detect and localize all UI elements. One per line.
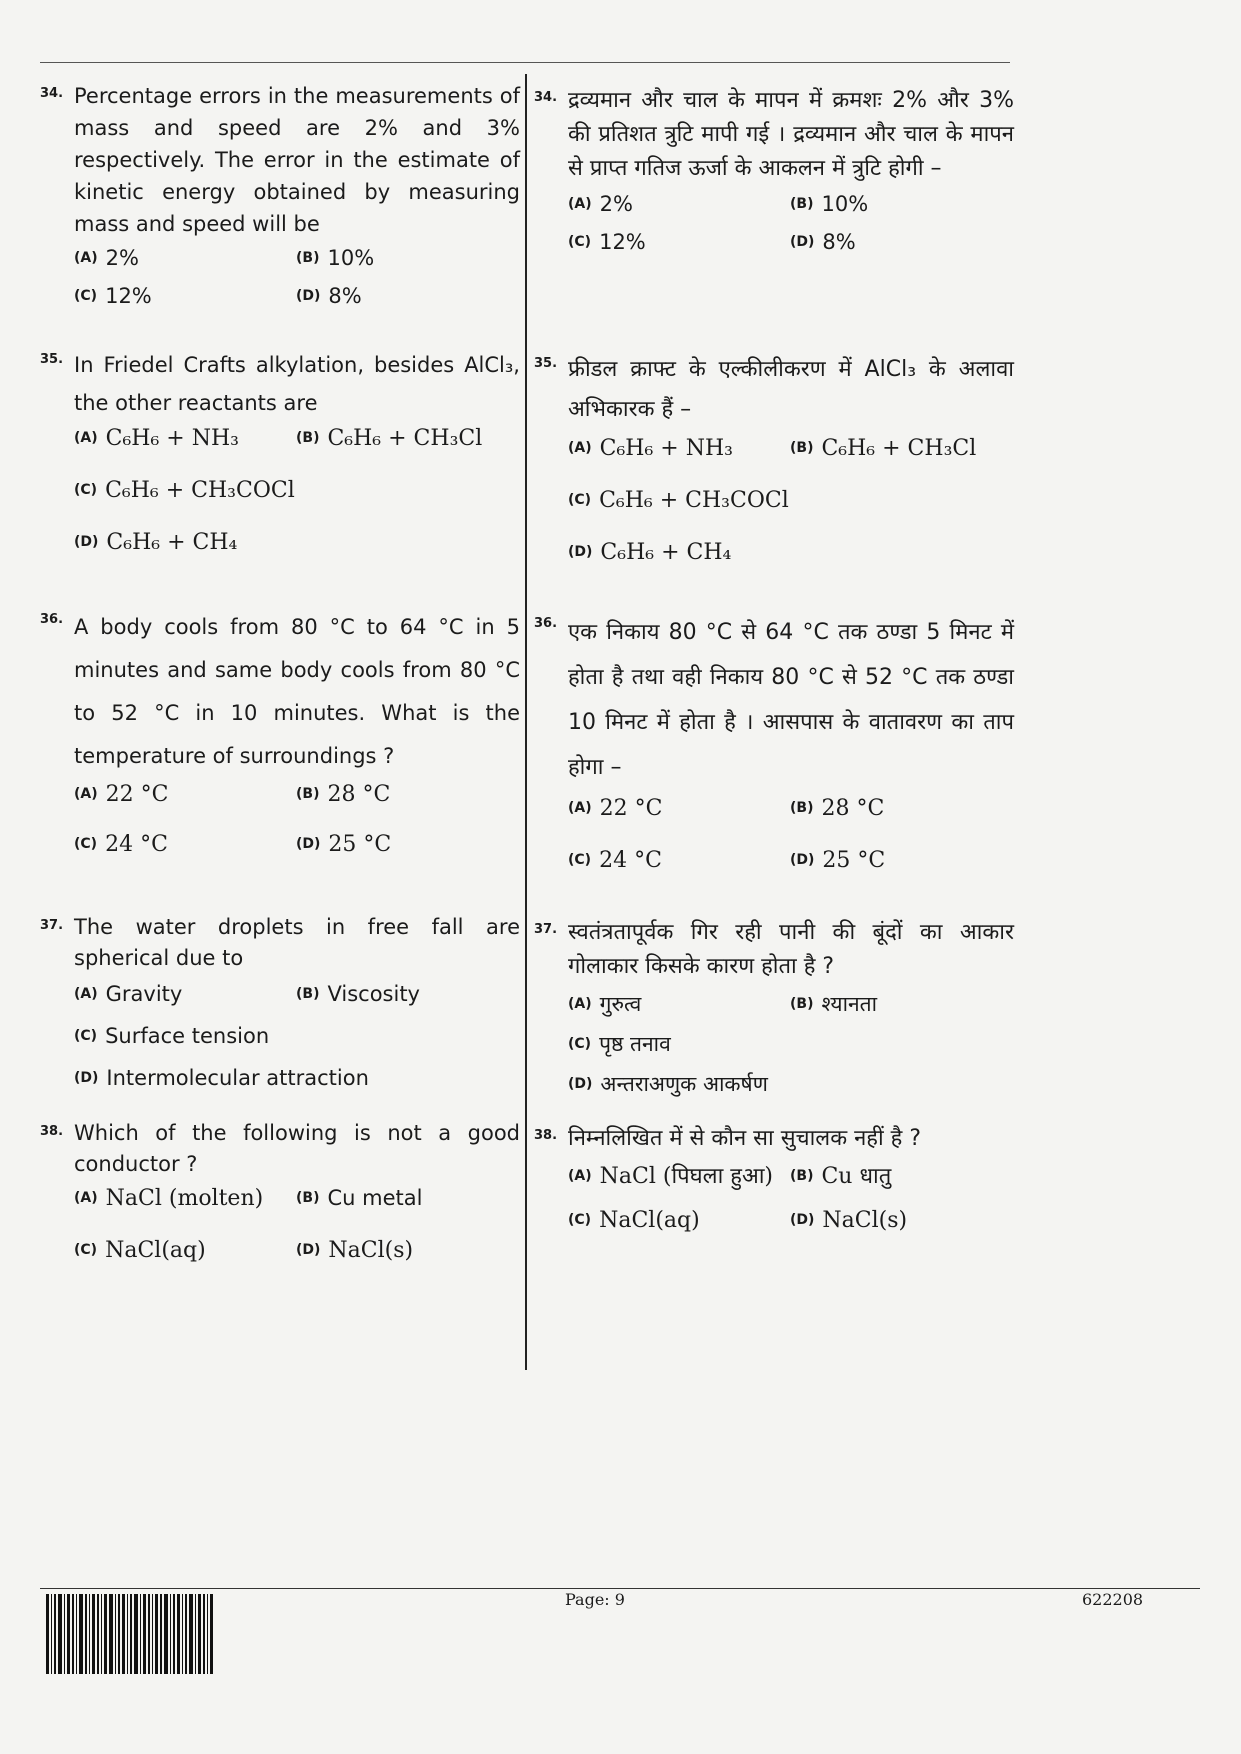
option-a[interactable]: (A) 2% — [568, 192, 633, 216]
option-a[interactable]: (A) C₆H₆ + NH₃ — [74, 426, 239, 451]
option-d[interactable]: (D) Intermolecular attraction — [74, 1066, 369, 1090]
question-stem: द्रव्यमान और चाल के मापन में क्रमशः 2% और 3% की प्रतिशत त्रुटि मापी गई । द्रव्यमान और चाल के मापन से प्राप्त गतिज ऊर्जा के आकलन में त्रुटि होगी – — [568, 88, 1014, 181]
question-number: 34. — [534, 90, 558, 105]
question-stem: निम्नलिखित में से कौन सा सुचालक नहीं है ? — [568, 1126, 922, 1151]
option-d[interactable]: (D) 8% — [790, 230, 856, 254]
option-b[interactable]: (B) C₆H₆ + CH₃Cl — [296, 426, 483, 451]
question-35-hi — [534, 350, 1014, 590]
question-stem: Percentage errors in the measurements of mass and speed are 2% and 3% respectively. The error in the estimate of kinetic energy obtained by measuring mass and speed will be — [74, 84, 520, 236]
option-b[interactable]: (B) 10% — [296, 246, 375, 270]
option-a[interactable]: (A) Gravity — [74, 982, 183, 1006]
option-a[interactable]: (A) 2% — [74, 246, 139, 270]
option-b[interactable]: (B) Cu metal — [296, 1186, 423, 1210]
option-b[interactable]: (B) 28 °C — [790, 796, 885, 821]
option-d[interactable]: (D) अन्तराअणुक आकर्षण — [568, 1072, 768, 1096]
option-b[interactable]: (B) 28 °C — [296, 782, 391, 807]
top-divider — [40, 62, 1010, 63]
option-d[interactable]: (D) 25 °C — [296, 832, 392, 857]
option-d[interactable]: (D) 25 °C — [790, 848, 886, 873]
option-c[interactable]: (C) NaCl(aq) — [568, 1208, 700, 1233]
question-stem: The water droplets in free fall are spherical due to — [74, 915, 520, 970]
question-35-en — [40, 346, 520, 572]
page-number: Page: 9 — [565, 1590, 625, 1609]
question-number: 36. — [534, 616, 558, 631]
option-c[interactable]: (C) 24 °C — [74, 832, 168, 857]
question-34-en — [40, 80, 520, 320]
footer-divider — [40, 1588, 1200, 1589]
question-number: 37. — [534, 922, 558, 937]
question-number: 36. — [40, 612, 64, 627]
option-c[interactable]: (C) NaCl(aq) — [74, 1238, 206, 1263]
question-stem: एक निकाय 80 °C से 64 °C तक ठण्डा 5 मिनट में होता है तथा वही निकाय 80 °C से 52 °C तक ठण्डा 10 मिनट में होता है । आसपास के वातावरण का ताप होगा – — [568, 620, 1014, 780]
question-stem: Which of the following is not a good conductor ? — [74, 1121, 520, 1176]
option-b[interactable]: (B) Cu धातु — [790, 1164, 892, 1189]
question-stem: A body cools from 80 °C to 64 °C in 5 minutes and same body cools from 80 °C to 52 °C in 10 minutes. What is the temperature of surroundings ? — [74, 615, 520, 768]
question-number: 34. — [40, 86, 64, 101]
option-a[interactable]: (A) C₆H₆ + NH₃ — [568, 436, 733, 461]
option-c[interactable]: (C) 12% — [568, 230, 646, 254]
question-38-en — [40, 1118, 520, 1280]
option-c[interactable]: (C) Surface tension — [74, 1024, 270, 1048]
paper-code: 622208 — [1082, 1590, 1144, 1609]
option-d[interactable]: (D) 8% — [296, 284, 362, 308]
question-36-hi — [534, 610, 1014, 890]
option-c[interactable]: (C) 24 °C — [568, 848, 662, 873]
question-number: 38. — [534, 1128, 558, 1143]
column-divider — [525, 74, 527, 1370]
option-c[interactable]: (C) पृष्ठ तनाव — [568, 1032, 671, 1056]
option-a[interactable]: (A) 22 °C — [568, 796, 663, 821]
option-d[interactable]: (D) C₆H₆ + CH₄ — [74, 530, 238, 555]
option-c[interactable]: (C) 12% — [74, 284, 152, 308]
question-number: 35. — [534, 356, 558, 371]
option-b[interactable]: (B) Viscosity — [296, 982, 420, 1006]
question-stem: In Friedel Crafts alkylation, besides AlCl₃, the other reactants are — [74, 353, 520, 415]
option-b[interactable]: (B) C₆H₆ + CH₃Cl — [790, 436, 977, 461]
option-b[interactable]: (B) श्यानता — [790, 992, 878, 1016]
question-number: 38. — [40, 1124, 64, 1139]
question-number: 37. — [40, 918, 64, 933]
question-number: 35. — [40, 352, 64, 367]
question-37-en — [40, 912, 520, 1094]
option-c[interactable]: (C) C₆H₆ + CH₃COCl — [74, 478, 295, 503]
option-a[interactable]: (A) NaCl (पिघला हुआ) — [568, 1164, 774, 1189]
option-d[interactable]: (D) NaCl(s) — [790, 1208, 908, 1233]
option-d[interactable]: (D) NaCl(s) — [296, 1238, 414, 1263]
option-a[interactable]: (A) NaCl (molten) — [74, 1186, 264, 1211]
barcode-image — [46, 1594, 248, 1674]
option-b[interactable]: (B) 10% — [790, 192, 869, 216]
question-38-hi — [534, 1122, 1014, 1256]
question-36-en — [40, 606, 520, 878]
option-d[interactable]: (D) C₆H₆ + CH₄ — [568, 540, 732, 565]
question-stem: स्वतंत्रतापूर्वक गिर रही पानी की बूंदों का आकार गोलाकार किसके कारण होता है ? — [568, 920, 1014, 979]
option-c[interactable]: (C) C₆H₆ + CH₃COCl — [568, 488, 789, 513]
question-34-hi — [534, 84, 1014, 266]
question-stem: फ्रीडल क्राफ्ट के एल्कीलीकरण में AlCl₃ के अलावा अभिकारक हैं – — [568, 357, 1014, 422]
option-a[interactable]: (A) 22 °C — [74, 782, 169, 807]
question-37-hi — [534, 916, 1014, 1104]
option-a[interactable]: (A) गुरुत्व — [568, 992, 642, 1016]
